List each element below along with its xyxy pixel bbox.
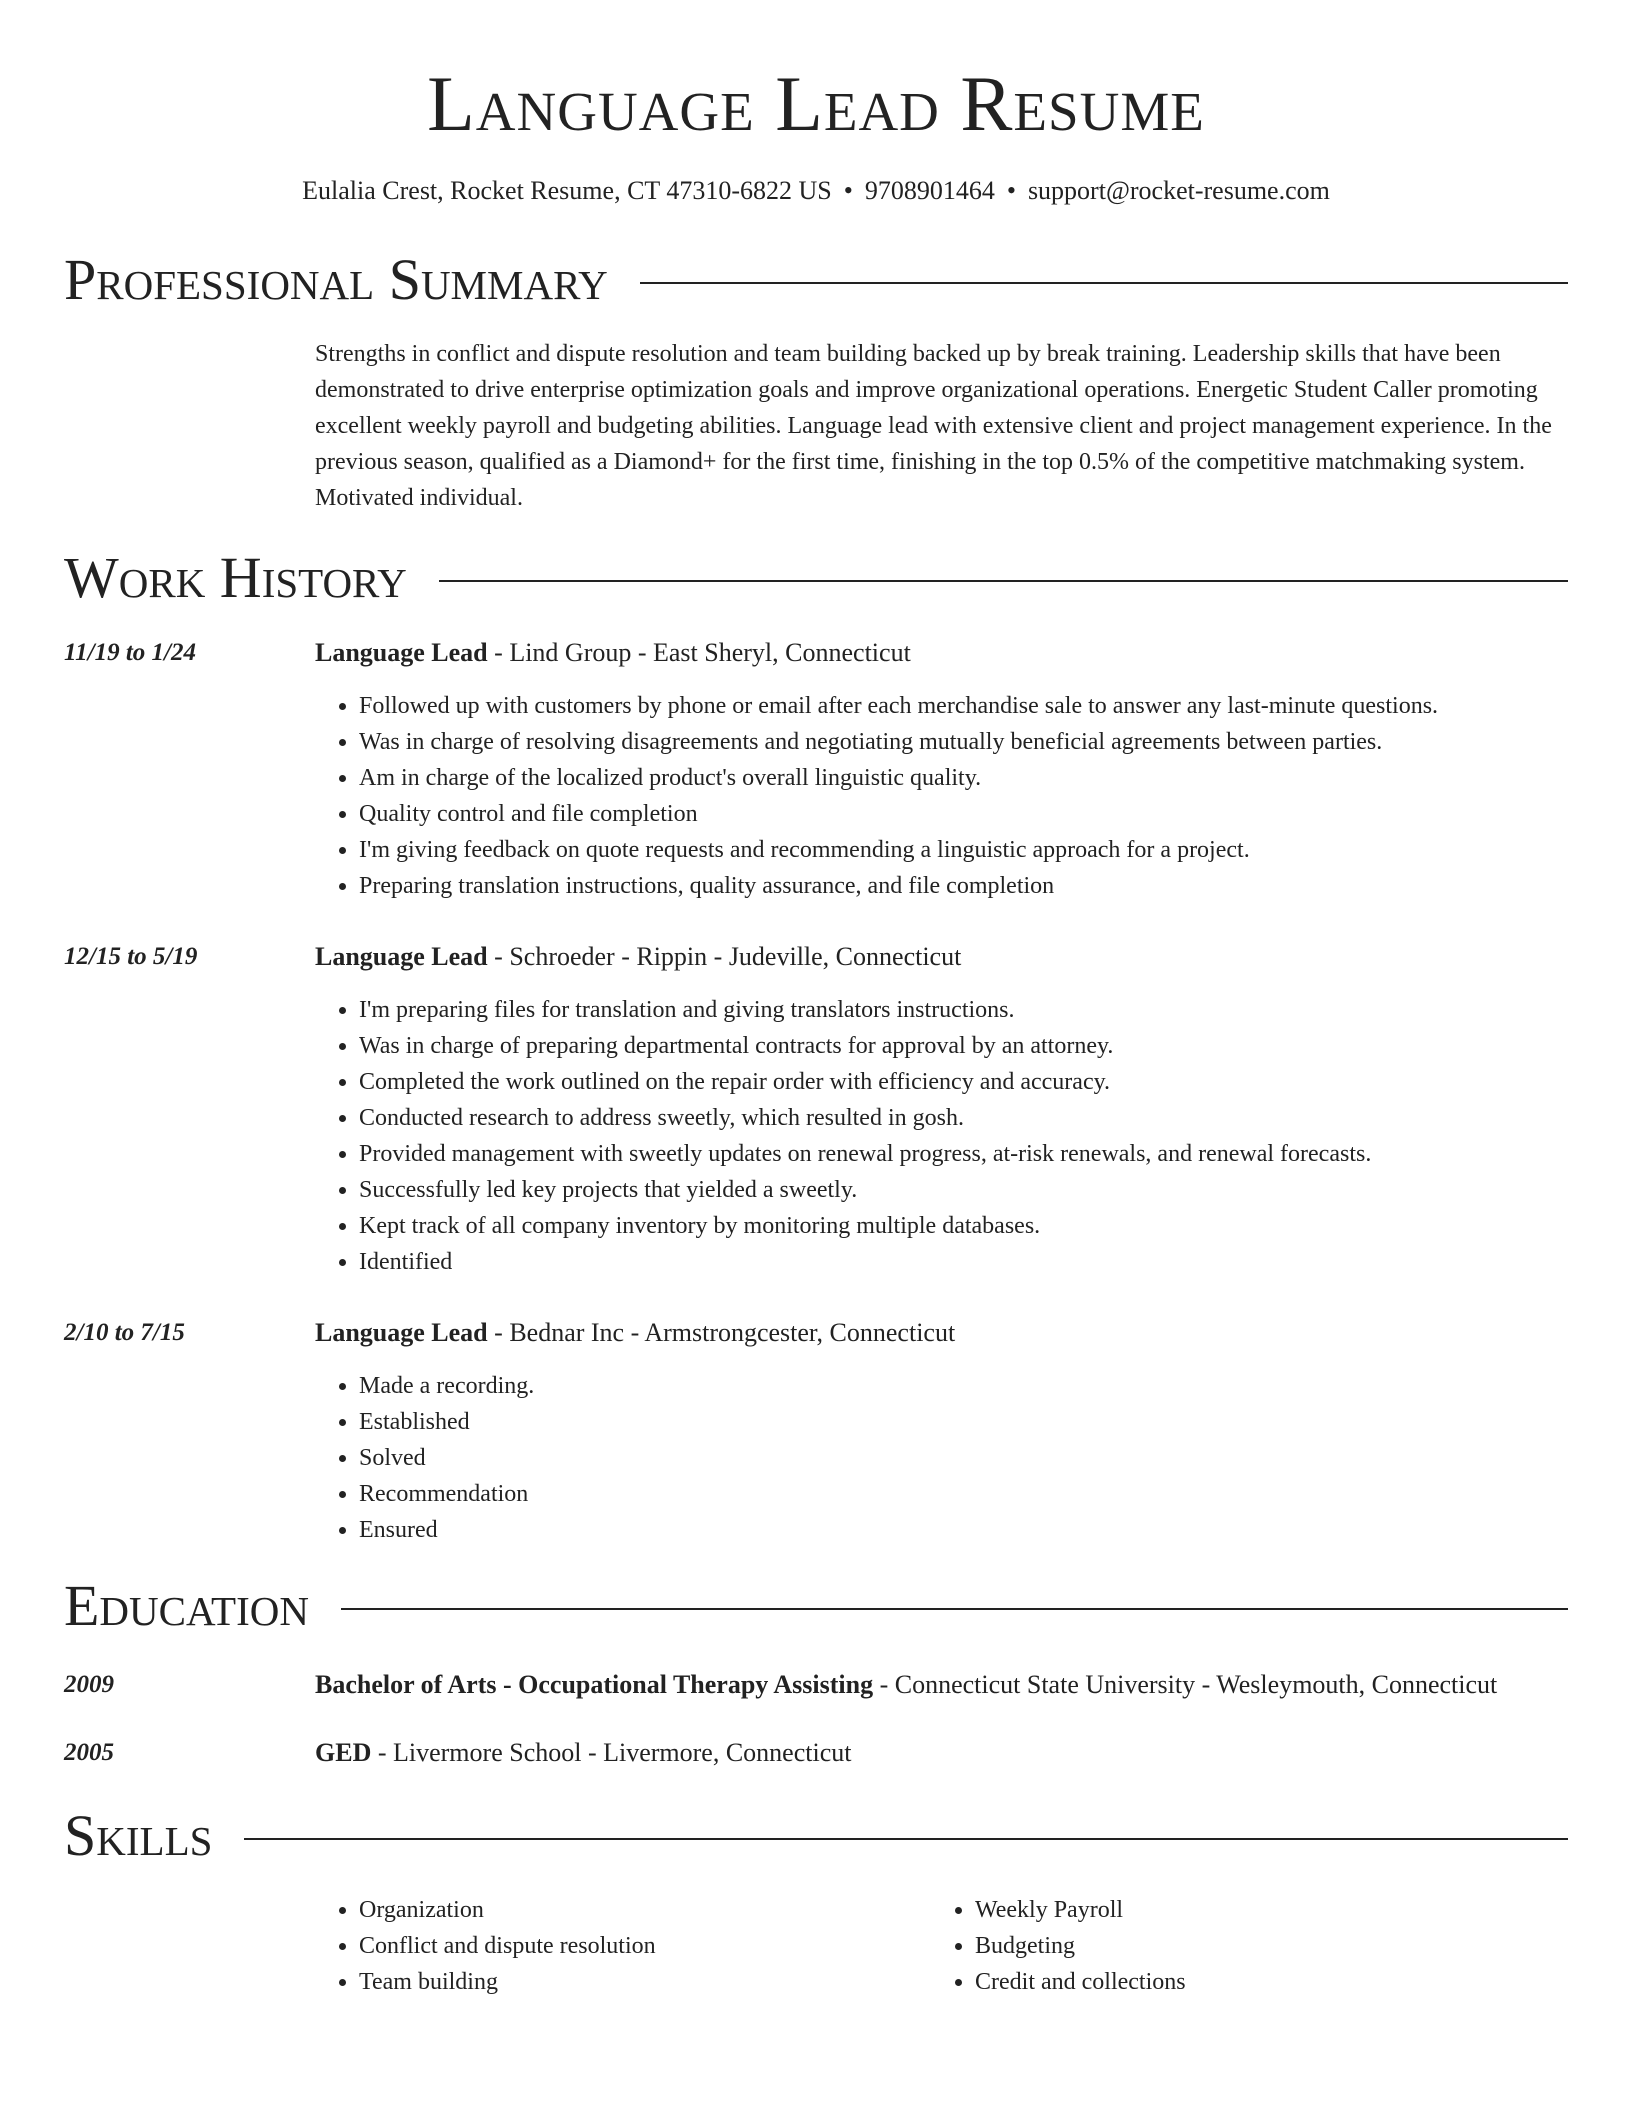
skill-item: • Organization	[359, 1892, 931, 1928]
job-bullets	[315, 992, 1568, 1280]
skills-list	[315, 1892, 1568, 2000]
contact-address: Eulalia Crest, Rocket Resume, CT 47310-6822 US	[302, 176, 832, 205]
summary-section-heading	[64, 248, 1568, 312]
skills-column-right	[931, 1892, 1547, 2000]
section-divider	[341, 1608, 1568, 1610]
education-details: - Connecticut State University - Wesleymouth, Connecticut	[873, 1670, 1498, 1699]
education-degree: GED	[315, 1738, 372, 1767]
job-title: Language Lead	[315, 638, 488, 667]
skills-heading: Skills	[64, 1803, 213, 1868]
education-heading-line	[315, 1668, 1568, 1702]
education-heading-line	[315, 1736, 1568, 1770]
contact-separator: •	[1006, 176, 1016, 205]
education-details: - Livermore School - Livermore, Connecticut	[371, 1738, 852, 1767]
skill-item: • Conflict and dispute resolution	[359, 1928, 931, 1964]
job-entry	[64, 1316, 1568, 1548]
skill-item: • Credit and collections	[975, 1964, 1547, 2000]
education-year: 2009	[64, 1671, 114, 1698]
job-heading	[315, 1316, 1568, 1350]
job-heading	[315, 636, 1568, 670]
job-dates: 2/10 to 7/15	[64, 1319, 185, 1346]
education-year: 2005	[64, 1739, 114, 1766]
section-divider	[439, 580, 1568, 582]
resume-title: Language Lead Resume	[427, 60, 1205, 147]
job-bullet: • I'm preparing files for translation and giving translators instructions.	[359, 992, 1568, 1028]
job-bullet: • Conducted research to address sweetly, which resulted in gosh.	[359, 1100, 1568, 1136]
education-entry	[64, 1736, 1568, 1770]
job-bullets	[315, 1368, 1568, 1548]
job-bullet: • Successfully led key projects that yielded a sweetly.	[359, 1172, 1568, 1208]
job-bullet: • I'm giving feedback on quote requests and recommending a linguistic approach for a project.	[359, 832, 1568, 868]
skill-item: • Team building	[359, 1964, 931, 2000]
contact-line	[64, 174, 1568, 208]
contact-email: support@rocket-resume.com	[1027, 176, 1330, 205]
summary-text: Strengths in conflict and dispute resolution and team building backed up by break training. Leadership skills that have been demonstrated to drive enterprise optimization goals and improve organizational operations. Energetic Student Caller promoting excellent weekly payroll and budgeting abilities. Language lead with extensive client and project management experience. In the previous season, qualified as a Diamond+ for the first time, finishing in the top 0.5% of the competitive matchmaking system. Motivated individual.	[315, 341, 1552, 511]
job-bullet: • Identified	[359, 1244, 1568, 1280]
skills-column-left	[315, 1892, 931, 2000]
job-details: - Bednar Inc - Armstrongcester, Connecticut	[487, 1318, 956, 1347]
job-bullet: • Preparing translation instructions, quality assurance, and file completion	[359, 868, 1568, 904]
skill-item: • Weekly Payroll	[975, 1892, 1547, 1928]
job-bullet: • Completed the work outlined on the repair order with efficiency and accuracy.	[359, 1064, 1568, 1100]
skill-item: • Budgeting	[975, 1928, 1547, 1964]
job-dates: 12/15 to 5/19	[64, 943, 198, 970]
job-entry	[64, 940, 1568, 1280]
skills-section-heading	[64, 1804, 1568, 1868]
job-bullet: • Provided management with sweetly updates on renewal progress, at-risk renewals, and renewal forecasts.	[359, 1136, 1568, 1172]
work-section-heading	[64, 546, 1568, 610]
job-bullet: • Kept track of all company inventory by monitoring multiple databases.	[359, 1208, 1568, 1244]
contact-separator: •	[843, 176, 853, 205]
job-entry	[64, 636, 1568, 904]
education-entry	[64, 1668, 1568, 1702]
job-dates: 11/19 to 1/24	[64, 639, 196, 666]
job-bullet: • Followed up with customers by phone or email after each merchandise sale to answer any last-minute questions.	[359, 688, 1568, 724]
job-bullet: • Established	[359, 1404, 1568, 1440]
education-heading: Education	[64, 1573, 309, 1638]
job-bullet: • Recommendation	[359, 1476, 1568, 1512]
job-details: - Lind Group - East Sheryl, Connecticut	[487, 638, 911, 667]
job-bullet: • Quality control and file completion	[359, 796, 1568, 832]
job-bullet: • Was in charge of resolving disagreements and negotiating mutually beneficial agreements between parties.	[359, 724, 1568, 760]
summary-heading: Professional Summary	[64, 247, 608, 312]
education-degree: Bachelor of Arts - Occupational Therapy Assisting	[315, 1670, 874, 1699]
job-bullet: • Am in charge of the localized product's overall linguistic quality.	[359, 760, 1568, 796]
job-bullet: • Was in charge of preparing departmental contracts for approval by an attorney.	[359, 1028, 1568, 1064]
job-bullet: • Solved	[359, 1440, 1568, 1476]
job-bullet: • Ensured	[359, 1512, 1568, 1548]
work-heading: Work History	[64, 545, 407, 610]
section-divider	[244, 1838, 1568, 1840]
section-divider	[640, 282, 1568, 284]
contact-phone: 9708901464	[864, 176, 995, 205]
job-bullets	[315, 688, 1568, 904]
job-heading	[315, 940, 1568, 974]
job-bullet: • Made a recording.	[359, 1368, 1568, 1404]
job-title: Language Lead	[315, 942, 488, 971]
education-section-heading	[64, 1574, 1568, 1638]
job-title: Language Lead	[315, 1318, 488, 1347]
job-details: - Schroeder - Rippin - Judeville, Connecticut	[487, 942, 962, 971]
